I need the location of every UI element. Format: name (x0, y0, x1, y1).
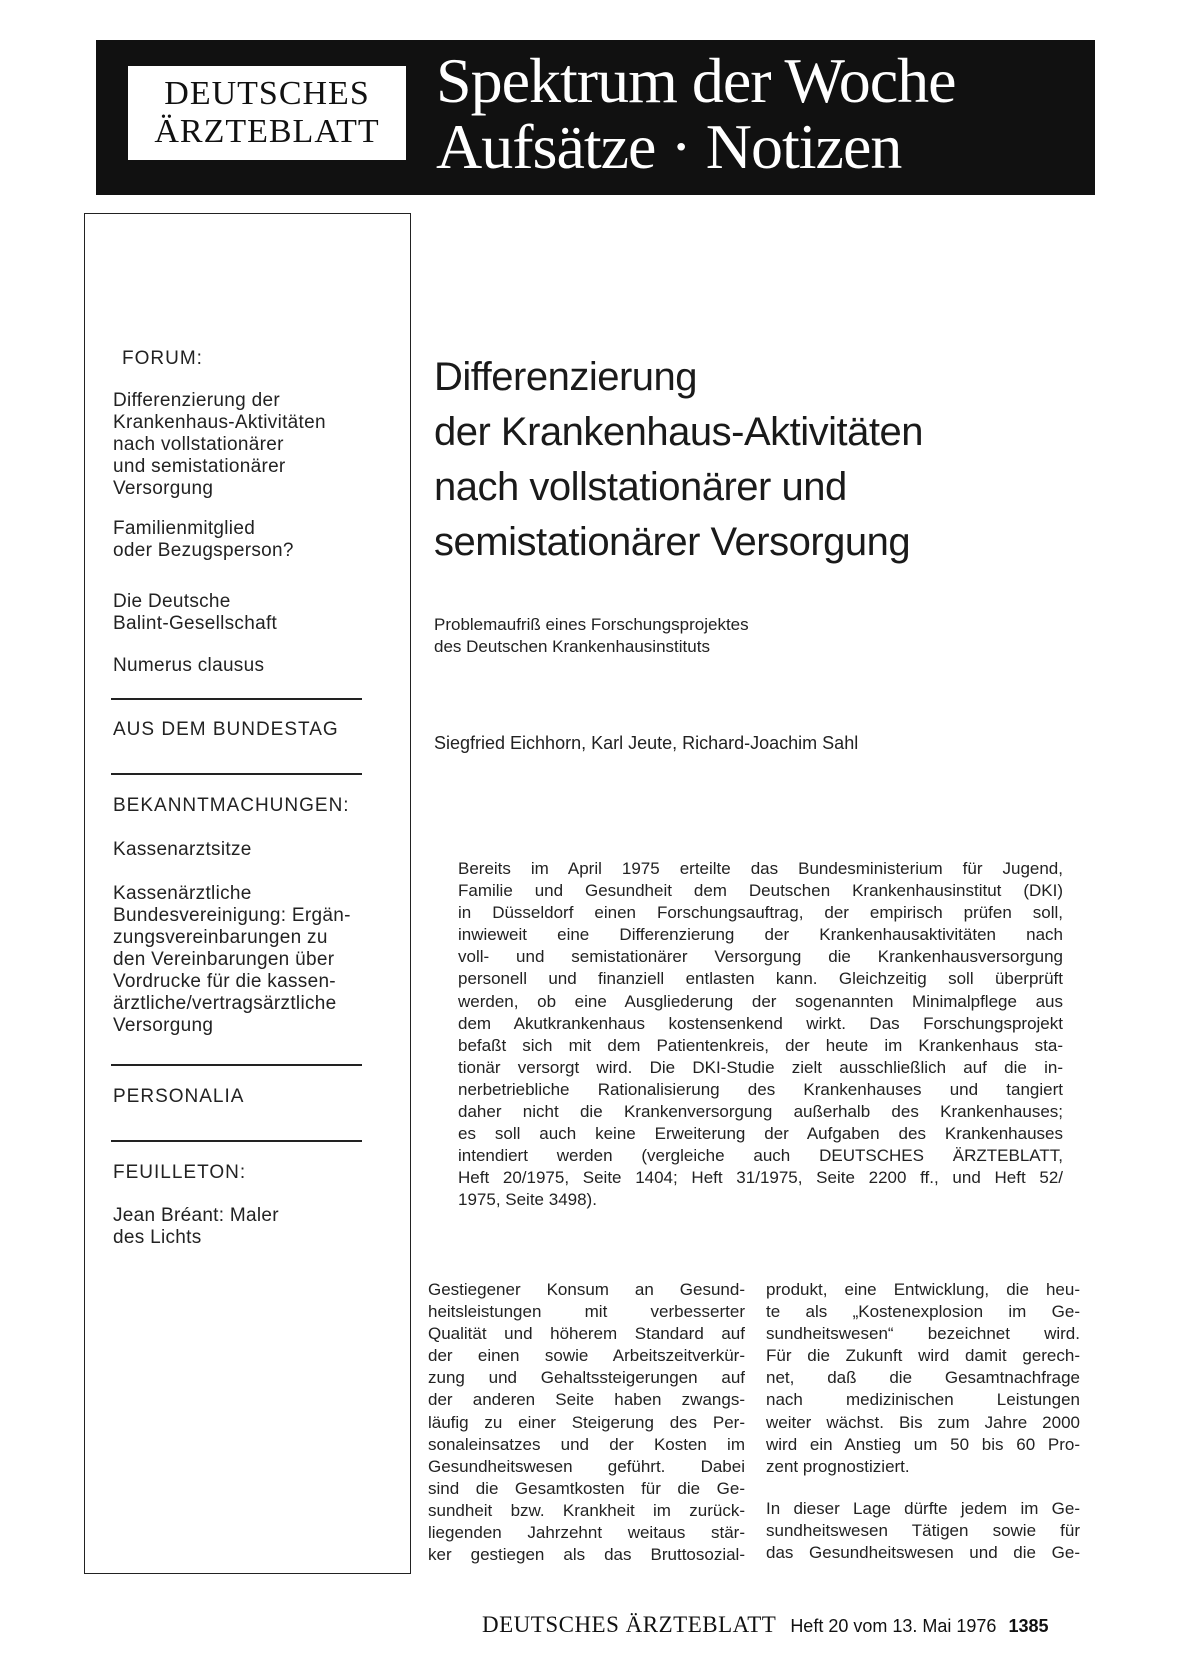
forum-heading: FORUM: (122, 348, 203, 369)
body-line: zung und Gehaltssteigerungen auf (428, 1368, 745, 1388)
body-column-2-paragraph-2 (766, 1498, 1080, 1564)
logo-line-1: DEUTSCHES (164, 75, 370, 112)
intro-line: intendiert werden (vergleiche auch DEUTSCHES ÄRZTEBLATT, (458, 1146, 1063, 1166)
intro-line: Heft 20/1975, Seite 1404; Heft 31/1975, Seite 2200 ff., und Heft 52/ (458, 1168, 1063, 1188)
intro-line: in Düsseldorf einen Forschungsauftrag, der empirisch prüfen soll, (458, 903, 1063, 923)
body-line: sundheit bzw. Krankheit im zurück- (428, 1500, 745, 1520)
intro-line: nerbetriebliche Rationalisierung des Krankenhauses und tangiert (458, 1079, 1063, 1099)
personalia-heading: PERSONALIA (113, 1086, 245, 1107)
intro-line: dem Akutkrankenhaus kostensenkend wirkt. Das Forschungsprojekt (458, 1013, 1063, 1033)
article-authors: Siegfried Eichhorn, Karl Jeute, Richard-Joachim Sahl (434, 733, 859, 753)
feuilleton-heading: FEUILLETON: (113, 1162, 247, 1183)
intro-line: tionär versorgt wird. Die DKI-Studie zielt ausschließlich auf die in- (458, 1057, 1063, 1077)
intro-line: befaßt sich mit dem Patientenkreis, der heute im Krankenhaus sta- (458, 1035, 1063, 1055)
article-subtitle: Problemaufriß eines Forschungsprojektes des Deutschen Krankenhausinstituts (434, 615, 749, 656)
intro-line: inwieweit eine Differenzierung der Krankenhausaktivitäten nach (458, 925, 1063, 945)
body-line: wird ein Anstieg um 50 bis 60 Pro- (766, 1434, 1080, 1454)
body-line: Für die Zukunft wird damit gerech- (766, 1346, 1080, 1366)
section-divider (111, 698, 362, 700)
body-line: Gesundheitswesen geführt. Dabei (428, 1456, 745, 1476)
intro-line: Familie und Gesundheit dem Deutschen Krankenhausinstitut (DKI) (458, 881, 1063, 901)
contents-sidebar (84, 213, 411, 1574)
footer-issue: Heft 20 vom 13. Mai 1976 (790, 1616, 997, 1636)
intro-line: Bereits im April 1975 erteilte das Bundesministerium für Jugend, (458, 859, 1063, 878)
body-line: sundheitswesen Tätigen sowie für (766, 1521, 1080, 1541)
masthead (96, 40, 1095, 195)
section-divider (111, 1140, 362, 1142)
intro-line: werden, ob eine Ausgliederung der sogenannten Minimalpflege aus (458, 991, 1063, 1011)
body-line: net, daß die Gesamtnachfrage (766, 1368, 1080, 1388)
body-line: sundheitswesen“ bezeichnet wird. (766, 1324, 1080, 1344)
body-line: nach medizinischen Leistungen (766, 1390, 1080, 1410)
body-column-2 (766, 1279, 1080, 1478)
body-line: weiter wächst. Bis zum Jahre 2000 (766, 1412, 1080, 1432)
body-line: ker gestiegen als das Bruttosozial- (428, 1545, 745, 1565)
feuilleton-item: Jean Bréant: Maler des Lichts (113, 1205, 279, 1248)
intro-line: daher nicht die Krankenversorgung außerhalb des Krankenhauses; (458, 1102, 1063, 1122)
forum-item: Familienmitglied oder Bezugsperson? (113, 518, 294, 561)
intro-line: voll- und semistationärer Versorgung die Krankenhausversorgung (458, 947, 1063, 967)
page-footer (482, 1612, 1048, 1638)
section-title-line-1: Spektrum der Woche (436, 45, 956, 116)
intro-line: 1975, Seite 3498). (458, 1190, 597, 1210)
footer-journal-name: DEUTSCHES ÄRZTEBLATT (482, 1612, 777, 1637)
intro-line: personell und finanziell entlasten kann. Gleichzeitig soll überprüft (458, 969, 1063, 989)
body-column-1 (428, 1279, 745, 1566)
section-divider (111, 1064, 362, 1066)
intro-line: es soll auch keine Erweiterung der Aufgaben des Krankenhauses (458, 1124, 1063, 1144)
body-line: das Gesundheitswesen und die Ge- (766, 1543, 1080, 1563)
article-intro (458, 858, 1063, 1212)
bekanntmachungen-item: Kassenarztsitze (113, 839, 252, 860)
body-line: läufig zu einer Steigerung des Per- (428, 1412, 745, 1432)
body-line: zent prognostiziert. (766, 1456, 910, 1476)
logo-line-2: ÄRZTEBLATT (154, 113, 380, 150)
bundestag-heading: AUS DEM BUNDESTAG (113, 719, 339, 740)
body-line: der einen sowie Arbeitszeitverkür- (428, 1346, 745, 1366)
body-line: heitsleistungen mit verbesserter (428, 1302, 745, 1322)
section-divider (111, 773, 362, 775)
body-line: liegenden Jahrzehnt weitaus stär- (428, 1523, 745, 1543)
body-line: produkt, eine Entwicklung, die heu- (766, 1280, 1080, 1299)
page-number: 1385 (1008, 1616, 1049, 1636)
forum-item: Differenzierung der Krankenhaus-Aktivitäten nach vollstationärer und semistationärer Versorgung (113, 390, 326, 499)
bekanntmachungen-heading: BEKANNTMACHUNGEN: (113, 795, 350, 816)
body-line: der anderen Seite haben zwangs- (428, 1390, 745, 1410)
body-line: Qualität und höherem Standard auf (428, 1324, 745, 1344)
body-line: Gestiegener Konsum an Gesund- (428, 1280, 745, 1299)
forum-item: Numerus clausus (113, 655, 265, 676)
body-line: te als „Kostenexplosion im Ge- (766, 1302, 1080, 1322)
body-line: In dieser Lage dürfte jedem im Ge- (766, 1499, 1080, 1518)
body-line: sind die Gesamtkosten für die Ge- (428, 1478, 745, 1498)
body-line: sonaleinsatzes und der Kosten im (428, 1434, 745, 1454)
section-title-line-2: Aufsätze · Notizen (436, 111, 902, 182)
section-title (436, 45, 956, 182)
forum-item: Die Deutsche Balint-Gesellschaft (113, 591, 278, 634)
bekanntmachungen-item: Kassenärztliche Bundesvereinigung: Ergän- zungsvereinbarungen zu den Vereinbarungen über Vordrucke für die kassen- ärztliche/vertragsärztliche Versorgung (113, 883, 351, 1036)
article-headline: Differenzierung der Krankenhaus-Aktivitäten nach vollstationärer und semistationärer Versorgung (434, 355, 923, 564)
journal-logo (128, 66, 406, 160)
